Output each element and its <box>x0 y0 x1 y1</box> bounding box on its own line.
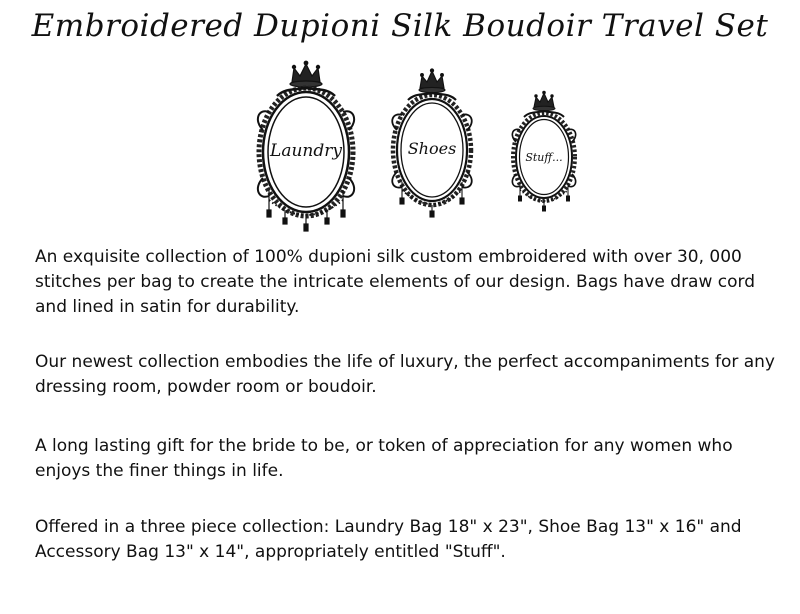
ornate-crown-frame-icon <box>255 60 357 232</box>
ornate-crown-frame-icon <box>510 90 578 214</box>
shoes-frame <box>390 68 474 218</box>
gift-paragraph: A long lasting gift for the bride to be, or token of appreciation for any women who enjoys the finer things in life. <box>35 436 733 481</box>
frame-label-shoes: Shoes <box>407 139 457 158</box>
laundry-frame <box>255 60 357 232</box>
page-title: Embroidered Dupioni Silk Boudoir Travel Set <box>31 8 769 44</box>
description-paragraph: An exquisite collection of 100% dupioni silk custom embroidered with over 30, 000 stitches per bag to create the intricate elements of our design. Bags have draw cord and lined in satin for durability. <box>35 247 756 317</box>
collection-paragraph: Offered in a three piece collection: Laundry Bag 18" x 23", Shoe Bag 13" x 16" and Accessory Bag 13" x 14", appropriately entitled "Stuff". <box>35 517 742 562</box>
frame-illustrations <box>255 60 595 232</box>
ornate-crown-frame-icon <box>390 68 474 218</box>
frame-label-stuff: Stuff... <box>525 151 563 164</box>
frame-label-laundry: Laundry <box>270 141 342 161</box>
luxury-paragraph: Our newest collection embodies the life of luxury, the perfect accompaniments for any dressing room, powder room or boudoir. <box>35 352 775 397</box>
stuff-frame <box>510 90 578 214</box>
